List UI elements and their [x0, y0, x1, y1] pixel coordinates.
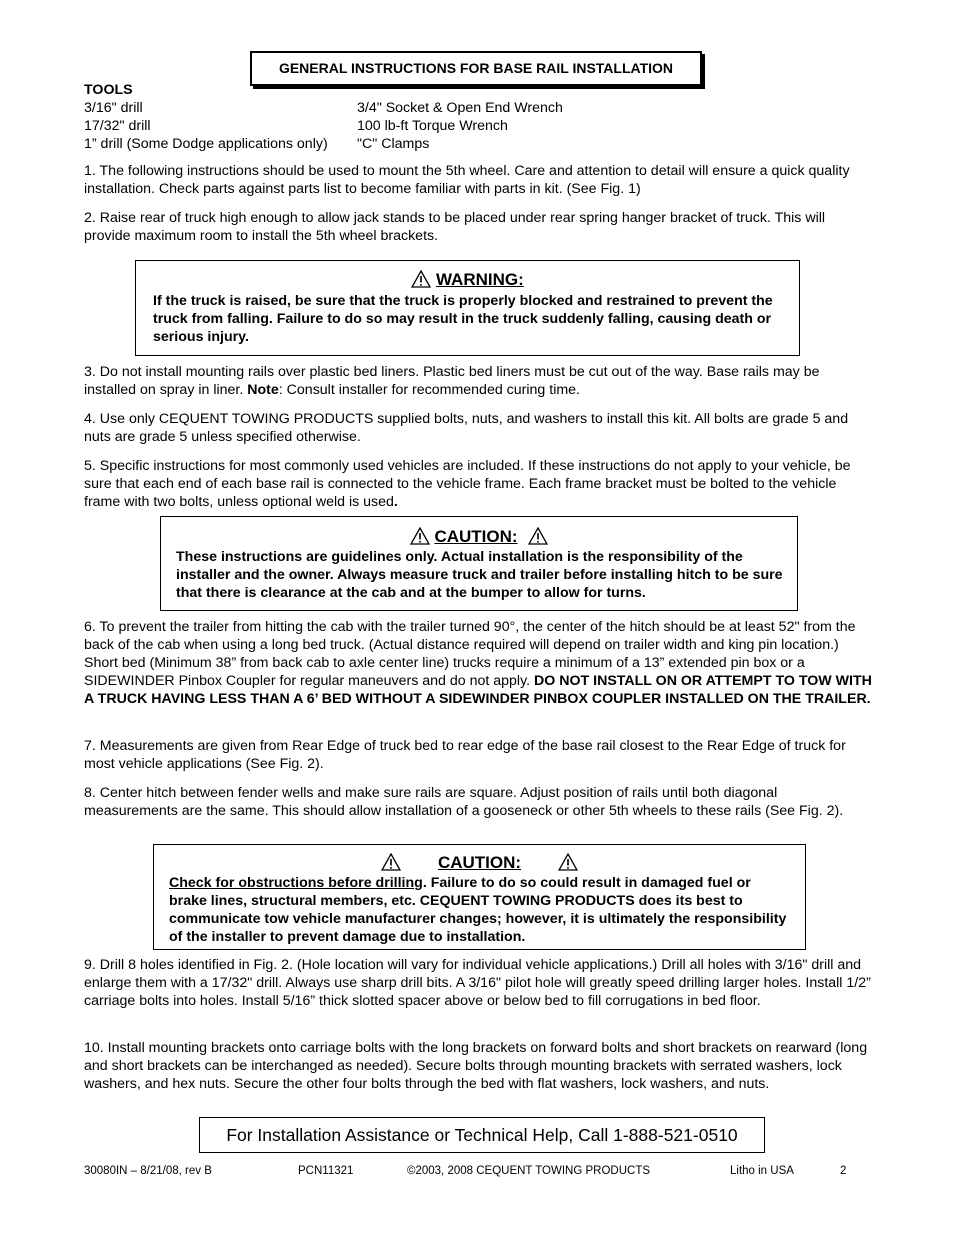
- step-3-note-label: Note: [247, 382, 279, 398]
- tool-item: 3/16" drill: [84, 100, 143, 116]
- caution-box-1: [160, 516, 798, 611]
- footer-doc-number: 30080IN – 8/21/08, rev B: [84, 1165, 212, 1177]
- footer-litho: Litho in USA: [730, 1165, 794, 1177]
- warning-heading-row: [136, 270, 799, 290]
- caution-2-heading-row: [154, 853, 805, 873]
- tool-item: 17/32" drill: [84, 118, 151, 134]
- step-3: [84, 363, 874, 399]
- page-title: GENERAL INSTRUCTIONS FOR BASE RAIL INSTALLATION: [250, 51, 702, 86]
- warning-heading: WARNING:: [435, 270, 524, 289]
- warning-triangle-icon: [410, 527, 430, 545]
- caution-2-lead: Check for obstructions before drilling: [169, 875, 423, 891]
- step-7: 7. Measurements are given from Rear Edge of truck bed to rear edge of the base rail closest to the Rear Edge of truck for most vehicle applications (See Fig. 2).: [84, 738, 846, 772]
- caution-2-text: [169, 874, 791, 946]
- step-9: 9. Drill 8 holes identified in Fig. 2. (Hole location will vary for individual vehicle applications.) Drill all holes with 3/16" drill and enlarge them with a 17/32" drill. Always use sharp drill bits. A 3/16" pilot hole will greatly speed drilling larger holes. Install 1/2” carriage bolts into holes. Install 5/16” thick slotted spacer above or below bed to fill corrugations in bed floor.: [84, 957, 871, 1009]
- tool-item: 100 lb-ft Torque Wrench: [357, 118, 508, 134]
- step-5: [84, 457, 874, 511]
- warning-box: [135, 260, 800, 356]
- caution-2-sep: .: [422, 875, 431, 891]
- caution-box-2: [153, 844, 806, 950]
- tool-item: 1” drill (Some Dodge applications only): [84, 136, 328, 152]
- step-3-text: 3. Do not install mounting rails over plastic bed liners. Plastic bed liners must be cut out of the way. Base rails may be installed on spray in liner.: [84, 364, 820, 398]
- step-1: 1. The following instructions should be used to mount the 5th wheel. Care and attention to detail will ensure a quick quality installation. Check parts against parts list to become familiar with parts in kit. (See Fig. 1): [84, 163, 850, 197]
- warning-text: If the truck is raised, be sure that the truck is properly blocked and restrained to prevent the truck from falling. Failure to do so may result in the truck suddenly falling, causing death or serious injury.: [153, 293, 773, 345]
- step-6-text: 6. To prevent the trailer from hitting the cab with the trailer turned 90°, the center of the hitch should be at least 52" from the back of the cab when using a long bed truck. (Actual distance required will depend on trailer width and king pin location.) Short bed (Minimum 38” from back cab to axle center line) trucks require a minimum of a 13” extended pin box or a SIDEWINDER Pinbox Coupler for regular maneuvers and do not apply.: [84, 619, 856, 689]
- step-8: 8. Center hitch between fender wells and make sure rails are square. Adjust position of rails until both diagonal measurements are the same. This should allow installation of a gooseneck or other 5th wheels to these rails (See Fig. 2).: [84, 785, 844, 819]
- footer-page-number: 2: [840, 1165, 847, 1177]
- caution-2-rest: Failure to do so could result in damaged fuel or brake lines, structural members, etc. CEQUENT TOWING PRODUCTS does its best to communicate tow vehicle manufacturer changes; however, it is ultimately the responsibility of the installer to prevent damage due to installation.: [169, 875, 787, 945]
- warning-triangle-icon: [411, 270, 431, 288]
- tools-heading: TOOLS: [84, 82, 133, 98]
- step-6: [84, 618, 874, 708]
- caution-1-text: These instructions are guidelines only. Actual installation is the responsibility of the installer and the owner. Always measure truck and trailer before installing hitch to be sure that there is clearance at the cab and at the bumper to allow for turns.: [176, 549, 783, 601]
- step-5-period: .: [393, 494, 398, 510]
- footer-copyright: ©2003, 2008 CEQUENT TOWING PRODUCTS: [407, 1165, 651, 1177]
- help-line-box: For Installation Assistance or Technical Help, Call 1-888-521-0510: [199, 1117, 765, 1153]
- warning-triangle-icon: [528, 527, 548, 545]
- tool-item: 3/4" Socket & Open End Wrench: [357, 100, 563, 116]
- caution-1-heading: CAUTION:: [434, 527, 518, 546]
- step-4: 4. Use only CEQUENT TOWING PRODUCTS supplied bolts, nuts, and washers to install this kit. All bolts are grade 5 and nuts are grade 5 unless specified otherwise.: [84, 411, 849, 445]
- step-5-text: 5. Specific instructions for most commonly used vehicles are included. If these instructions do not apply to your vehicle, be sure that each end of each base rail is connected to the vehicle frame. Each frame bracket must be bolted to the vehicle frame with two bolts, unless optional weld is used: [84, 458, 851, 510]
- caution-1-heading-row: [161, 527, 797, 547]
- step-2: 2. Raise rear of truck high enough to allow jack stands to be placed under rear spring hanger bracket of truck. This will provide maximum room to install the 5th wheel brackets.: [84, 210, 826, 244]
- step-10: 10. Install mounting brackets onto carriage bolts with the long brackets on forward bolts and short brackets on rearward (long and short brackets can be interchanged as needed). Secure bolts through mounting brackets with serrated washers, lock washers, and hex nuts. Secure the other four bolts through the bed with flat washers, lock washers, and nuts.: [84, 1040, 868, 1092]
- step-3-note-text: : Consult installer for recommended curing time.: [278, 382, 580, 398]
- step-6-emphasis: DO NOT INSTALL ON OR ATTEMPT TO TOW WITH A TRUCK HAVING LESS THAN A 6’ BED WITHOUT A SIDEWINDER PINBOX COUPLER INSTALLED ON THE TRAILER.: [84, 673, 872, 707]
- caution-2-heading: CAUTION:: [437, 853, 522, 872]
- tool-item: "C" Clamps: [357, 136, 430, 152]
- footer-pcn: PCN11321: [298, 1165, 354, 1177]
- warning-triangle-icon: [558, 853, 578, 871]
- warning-triangle-icon: [381, 853, 401, 871]
